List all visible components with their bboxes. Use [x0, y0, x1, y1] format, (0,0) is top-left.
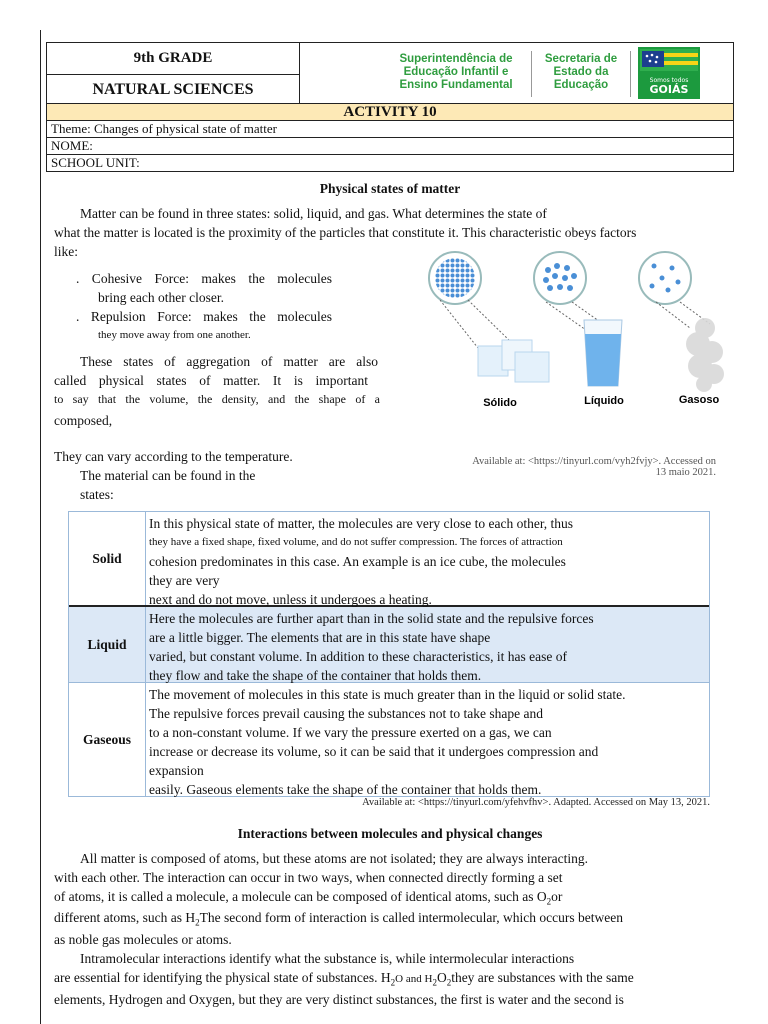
intro-line-1: Matter can be found in three states: solid, liquid, and gas. What determines the state of [80, 206, 547, 221]
aggregation-line-2: called physical states of matter. It is important [54, 373, 368, 388]
svg-text:Somos todos: Somos todos [649, 77, 689, 84]
row-label: Liquid [69, 607, 146, 682]
grade-label: 9th GRADE [47, 43, 300, 75]
material-line-1: The material can be found in the [80, 468, 256, 483]
states-of-matter-figure [420, 248, 730, 418]
paragraph-line: with each other. The interaction can occur in two ways, when connected directly forming a set [54, 870, 563, 885]
states-illustration [420, 248, 730, 418]
liquid-label: Líquido [584, 395, 624, 407]
section-title-interactions: Interactions between molecules and physical changes [237, 826, 543, 841]
activity-title: ACTIVITY 10 [47, 103, 733, 121]
intro-line-3: like: [54, 244, 78, 259]
temperature-line: They can vary according to the temperature. [54, 449, 293, 464]
repulsion-force-line-1: . Repulsion Force: makes the molecules [76, 309, 332, 324]
gas-label: Gasoso [678, 394, 720, 406]
left-margin-line [40, 30, 41, 1024]
states-table [68, 511, 710, 797]
row-label: Gaseous [69, 683, 146, 796]
logo-divider [630, 51, 631, 97]
cohesive-force-line-1: . Cohesive Force: makes the molecules [76, 271, 332, 286]
paragraph-line: different atoms, such as $H_2The$ second form of interaction is called intermolecular, which occurs between [54, 910, 624, 928]
cohesive-force-line-2: bring each other closer. [98, 290, 224, 305]
solid-label: Sólido [483, 397, 517, 409]
repulsion-force-line-2: they move away from one another. [98, 329, 251, 341]
goias-flag-icon [638, 47, 700, 99]
paragraph-line: are essential for identifying the physical state of substances. $H_2O$ and $H_2O_2they$ are substances with the same [54, 970, 634, 988]
row-label: Solid [69, 512, 146, 605]
svg-text:GOIÁS: GOIÁS [649, 83, 689, 96]
paragraph-line: elements, Hydrogen and Oxygen, but they are very distinct substances, the first is water and the second is [54, 992, 624, 1007]
theme-row: Theme: Changes of physical state of matter [47, 121, 733, 138]
subject-label: NATURAL SCIENCES [47, 75, 300, 105]
material-line-2: states: [80, 487, 114, 502]
table-row [69, 607, 709, 683]
aggregation-line-4: composed, [54, 413, 113, 428]
intro-line-2: what the matter is located is the proximity of the particles that constitute it. This characteristic obeys factors [54, 225, 637, 240]
paragraph-line: of atoms, it is called a molecule, a molecule can be composed of identical atoms, such as $O_2or$ [54, 889, 563, 907]
table-credit: Available at: <https://tinyurl.com/yfehvfhv>. Adapted. Accessed on May 13, 2021. [362, 797, 710, 808]
section-title-states: Physical states of matter [319, 181, 461, 196]
table-row [69, 683, 709, 796]
paragraph-line: All matter is composed of atoms, but these atoms are not isolated; they are always interacting. [80, 851, 588, 866]
row-text: The movement of molecules in this state is much greater than in the liquid or solid state. The repulsive forces prevail causing the substances not to take shape and to a non-constant volume. If we vary the pressure exerted on a gas, we can increase or decrease its volume, so it can be said that it undergoes compression and expansion easily. Gaseous elements take the shape of the container that holds them. [149, 687, 626, 797]
row-text: In this physical state of matter, the molecules are very close to each other, thus they have a fixed shape, fixed volume, and do not suffer compression. The forces of attraction cohesion predominates in this case. An example is an ice cube, the molecules they are very next and do not move, unless it undergoes a heating. [149, 516, 574, 607]
aggregation-line-3: to say that the volume, the density, and the shape of a [54, 392, 380, 406]
superintendencia-logo-text: Superintendência de Educação Infantil e Ensino Fundamental [399, 53, 513, 91]
figure-credit: Available at: <https://tinyurl.com/vyh2fvjy>. Accessed on 13 maio 2021. [472, 456, 716, 478]
school-row: SCHOOL UNIT: [51, 155, 140, 170]
aggregation-line-1: These states of aggregation of matter are also [80, 354, 378, 369]
name-row: NOME: [47, 138, 733, 155]
paragraph-line: as noble gas molecules or atoms. [54, 932, 232, 947]
header-box [46, 42, 734, 172]
row-text: Here the molecules are further apart than in the solid state and the repulsive forces are a little bigger. The elements that are in this state have shape varied, but constant volume. In addition to these characteristics, it has ease of they flow and take the shape of the container that holds them. [149, 611, 594, 683]
logo-divider [531, 51, 532, 97]
paragraph-line: Intramolecular interactions identify what the substance is, while intermolecular interactions [80, 951, 575, 966]
logos-area [300, 43, 733, 105]
secretaria-logo-text: Secretaria de Estado da Educação [544, 53, 618, 91]
table-row [69, 512, 709, 607]
goias-logo [638, 47, 700, 99]
